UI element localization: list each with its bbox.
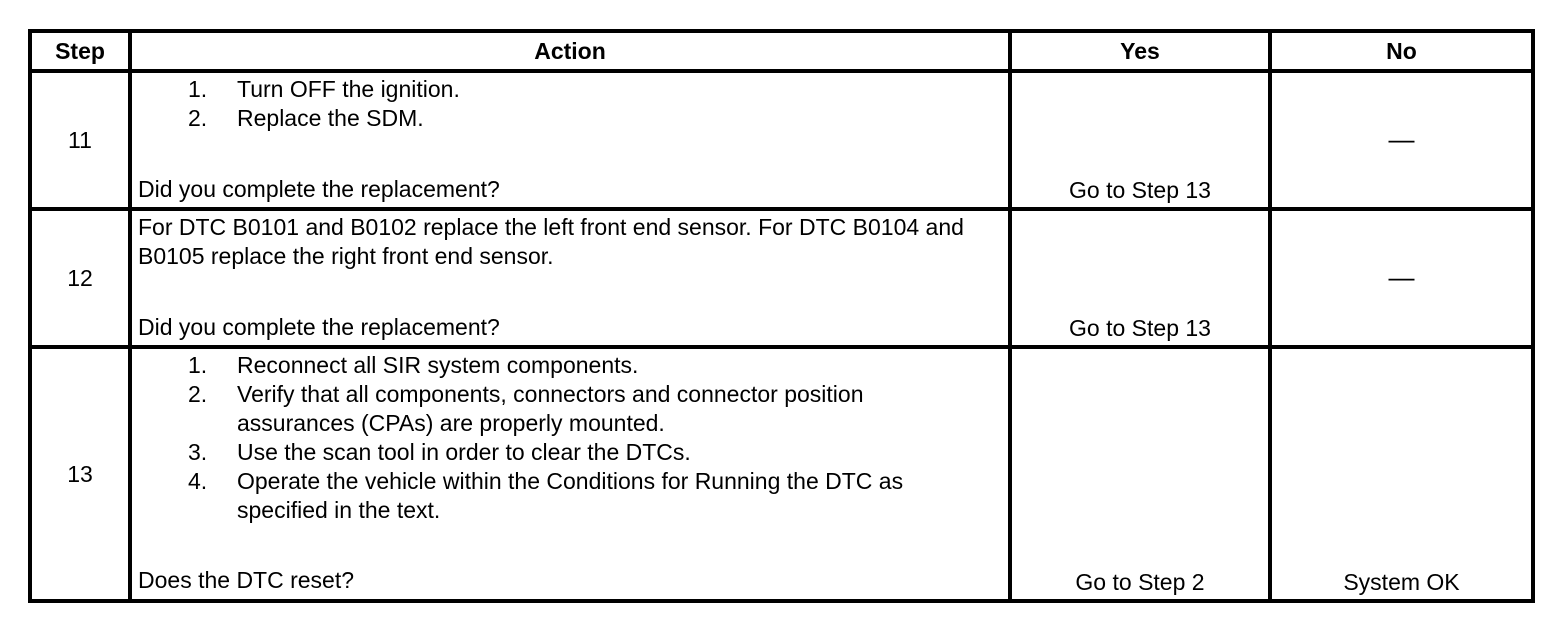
action-question: Did you complete the replacement? <box>138 176 500 202</box>
action-paragraph: For DTC B0101 and B0102 replace the left front end sensor. For DTC B0104 and B0105 replace the right front end sensor. <box>138 214 964 270</box>
list-item <box>138 104 1002 133</box>
no-cell <box>1270 209 1533 347</box>
item-number: 2. <box>188 105 208 131</box>
step-number: 11 <box>30 71 130 209</box>
item-number: 1. <box>188 352 208 379</box>
list-item <box>138 75 1002 104</box>
step-number: 13 <box>30 347 130 601</box>
yes-result: Go to Step 2 <box>1010 347 1270 601</box>
action-question: Does the DTC reset? <box>138 567 355 594</box>
item-number: 2. <box>188 381 208 408</box>
diagnostic-table <box>28 29 1535 603</box>
action-steps <box>138 351 1002 525</box>
list-item <box>138 467 1002 525</box>
table-row <box>30 71 1533 209</box>
item-number: 3. <box>188 439 208 466</box>
item-text: Operate the vehicle within the Conditions for Running the DTC as specified in the text. <box>237 468 904 524</box>
item-number: 4. <box>188 468 208 495</box>
item-number: 1. <box>188 76 208 102</box>
header-action: Action <box>130 31 1010 71</box>
item-text: Use the scan tool in order to clear the DTCs. <box>237 439 691 466</box>
list-item <box>138 380 1002 438</box>
header-yes: Yes <box>1010 31 1270 71</box>
no-result: System OK <box>1270 347 1533 601</box>
item-text: Reconnect all SIR system components. <box>237 352 639 379</box>
step-number: 12 <box>30 209 130 347</box>
yes-result: Go to Step 13 <box>1010 71 1270 209</box>
action-question: Did you complete the replacement? <box>138 314 500 341</box>
no-result: — <box>1388 262 1415 293</box>
table-row <box>30 347 1533 601</box>
list-item <box>138 438 1002 467</box>
item-text: Replace the SDM. <box>237 105 424 131</box>
no-cell <box>1270 71 1533 209</box>
item-text: Verify that all components, connectors and connector position assurances (CPAs) are properly mounted. <box>237 381 864 437</box>
action-steps <box>138 75 1002 133</box>
header-no: No <box>1270 31 1533 71</box>
yes-result: Go to Step 13 <box>1010 209 1270 347</box>
item-text: Turn OFF the ignition. <box>237 76 460 102</box>
table-row <box>30 209 1533 347</box>
action-cell <box>130 209 1010 347</box>
list-item <box>138 351 1002 380</box>
action-cell <box>130 347 1010 601</box>
action-cell <box>130 71 1010 209</box>
header-step: Step <box>30 31 130 71</box>
no-result: — <box>1388 124 1415 155</box>
header-row <box>30 31 1533 71</box>
